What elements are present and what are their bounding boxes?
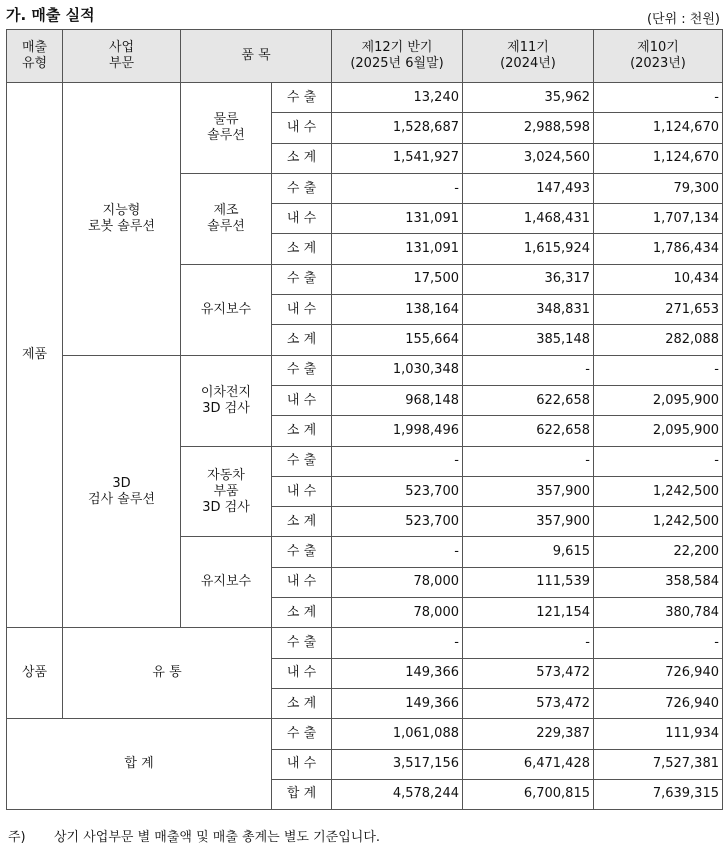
type-merchandise: 상품 (7, 628, 63, 719)
header-period-12: 제12기 반기 (2025년 6월말) (332, 30, 463, 83)
value-cell: 573,472 (463, 688, 594, 718)
value-cell: 2,095,900 (594, 416, 723, 446)
value-cell: 1,061,088 (332, 719, 463, 749)
header-period-10: 제10기 (2023년) (594, 30, 723, 83)
value-cell: 131,091 (332, 234, 463, 264)
value-cell: 357,900 (463, 507, 594, 537)
value-cell: 155,664 (332, 325, 463, 355)
value-cell: 111,539 (463, 567, 594, 597)
value-cell: 147,493 (463, 173, 594, 203)
value-cell: 10,434 (594, 264, 723, 294)
footnote (8, 826, 380, 845)
rowtype-domestic: 내 수 (272, 567, 332, 597)
footnote-text: 상기 사업부문 별 매출액 및 매출 총계는 별도 기준입니다. (54, 830, 381, 845)
value-cell: 357,900 (463, 476, 594, 506)
rowtype-domestic: 내 수 (272, 113, 332, 143)
value-cell: - (594, 446, 723, 476)
value-cell: 7,639,315 (594, 779, 723, 809)
header-sales-type: 매출 유형 (7, 30, 63, 83)
value-cell: 138,164 (332, 295, 463, 325)
value-cell: 2,988,598 (463, 113, 594, 143)
value-cell: 523,700 (332, 476, 463, 506)
value-cell: 622,658 (463, 416, 594, 446)
rowtype-domestic: 내 수 (272, 204, 332, 234)
value-cell: 3,517,156 (332, 749, 463, 779)
rowtype-subtotal: 소 계 (272, 234, 332, 264)
rowtype-subtotal: 소 계 (272, 325, 332, 355)
type-total: 합 계 (7, 719, 272, 810)
rowtype-domestic: 내 수 (272, 749, 332, 779)
table-row (7, 628, 723, 658)
value-cell: 573,472 (463, 658, 594, 688)
value-cell: 229,387 (463, 719, 594, 749)
value-cell: 1,541,927 (332, 143, 463, 173)
value-cell: 1,030,348 (332, 355, 463, 385)
item-manufacturing: 제조 솔루션 (181, 173, 272, 264)
value-cell: 149,366 (332, 688, 463, 718)
value-cell: - (332, 628, 463, 658)
rowtype-export: 수 출 (272, 446, 332, 476)
value-cell: 1,468,431 (463, 204, 594, 234)
value-cell: - (594, 83, 723, 113)
value-cell: 111,934 (594, 719, 723, 749)
value-cell: 358,584 (594, 567, 723, 597)
value-cell: - (332, 446, 463, 476)
value-cell: - (463, 446, 594, 476)
value-cell: 17,500 (332, 264, 463, 294)
item-battery: 이차전지 3D 검사 (181, 355, 272, 446)
segment-robot: 지능형 로봇 솔루션 (63, 83, 181, 356)
header-period-11: 제11기 (2024년) (463, 30, 594, 83)
rowtype-subtotal: 소 계 (272, 507, 332, 537)
value-cell: 380,784 (594, 598, 723, 628)
value-cell: 22,200 (594, 537, 723, 567)
value-cell: 271,653 (594, 295, 723, 325)
value-cell: 79,300 (594, 173, 723, 203)
value-cell: 968,148 (332, 385, 463, 415)
rowtype-export: 수 출 (272, 719, 332, 749)
item-logistics: 물류 솔루션 (181, 83, 272, 174)
value-cell: 726,940 (594, 688, 723, 718)
value-cell: 622,658 (463, 385, 594, 415)
value-cell: 523,700 (332, 507, 463, 537)
footnote-label: 주) (8, 830, 26, 845)
value-cell: 1,242,500 (594, 507, 723, 537)
value-cell: 3,024,560 (463, 143, 594, 173)
value-cell: 1,242,500 (594, 476, 723, 506)
value-cell: - (332, 173, 463, 203)
value-cell: 9,615 (463, 537, 594, 567)
rowtype-export: 수 출 (272, 628, 332, 658)
segment-inspection: 3D 검사 솔루션 (63, 355, 181, 628)
section-title: 가. 매출 실적 (6, 6, 95, 24)
value-cell: 6,700,815 (463, 779, 594, 809)
rowtype-subtotal: 소 계 (272, 688, 332, 718)
value-cell: 1,124,670 (594, 113, 723, 143)
header-row (7, 30, 723, 83)
segment-distribution: 유 통 (63, 628, 272, 719)
value-cell: 36,317 (463, 264, 594, 294)
rowtype-subtotal: 소 계 (272, 416, 332, 446)
value-cell: - (463, 355, 594, 385)
value-cell: 7,527,381 (594, 749, 723, 779)
type-product: 제품 (7, 83, 63, 628)
sales-table (6, 29, 723, 810)
value-cell: 1,124,670 (594, 143, 723, 173)
rowtype-export: 수 출 (272, 537, 332, 567)
value-cell: 1,786,434 (594, 234, 723, 264)
value-cell: 6,471,428 (463, 749, 594, 779)
value-cell: 1,707,134 (594, 204, 723, 234)
value-cell: 726,940 (594, 658, 723, 688)
item-maintenance-robot: 유지보수 (181, 264, 272, 355)
rowtype-domestic: 내 수 (272, 476, 332, 506)
value-cell: 385,148 (463, 325, 594, 355)
value-cell: 4,578,244 (332, 779, 463, 809)
rowtype-subtotal: 소 계 (272, 143, 332, 173)
value-cell: 1,528,687 (332, 113, 463, 143)
table-body (7, 83, 723, 810)
rowtype-export: 수 출 (272, 264, 332, 294)
value-cell: - (594, 355, 723, 385)
rowtype-export: 수 출 (272, 83, 332, 113)
value-cell: 2,095,900 (594, 385, 723, 415)
item-maintenance-inspection: 유지보수 (181, 537, 272, 628)
value-cell: 348,831 (463, 295, 594, 325)
table-row (7, 355, 723, 385)
value-cell: - (594, 628, 723, 658)
header-segment: 사업 부문 (63, 30, 181, 83)
value-cell: 121,154 (463, 598, 594, 628)
value-cell: - (463, 628, 594, 658)
rowtype-domestic: 내 수 (272, 295, 332, 325)
value-cell: 1,615,924 (463, 234, 594, 264)
unit-label: (단위 : 천원) (646, 12, 720, 27)
rowtype-export: 수 출 (272, 355, 332, 385)
rowtype-subtotal: 소 계 (272, 598, 332, 628)
rowtype-domestic: 내 수 (272, 658, 332, 688)
value-cell: 35,962 (463, 83, 594, 113)
rowtype-domestic: 내 수 (272, 385, 332, 415)
value-cell: 78,000 (332, 598, 463, 628)
table-row (7, 83, 723, 113)
value-cell: 149,366 (332, 658, 463, 688)
value-cell: 13,240 (332, 83, 463, 113)
value-cell: 1,998,496 (332, 416, 463, 446)
value-cell: - (332, 537, 463, 567)
value-cell: 131,091 (332, 204, 463, 234)
item-auto-parts: 자동차 부품 3D 검사 (181, 446, 272, 537)
value-cell: 78,000 (332, 567, 463, 597)
rowtype-export: 수 출 (272, 173, 332, 203)
rowtype-grand-total: 합 계 (272, 779, 332, 809)
header-item: 품 목 (181, 30, 332, 83)
value-cell: 282,088 (594, 325, 723, 355)
table-row (7, 719, 723, 749)
